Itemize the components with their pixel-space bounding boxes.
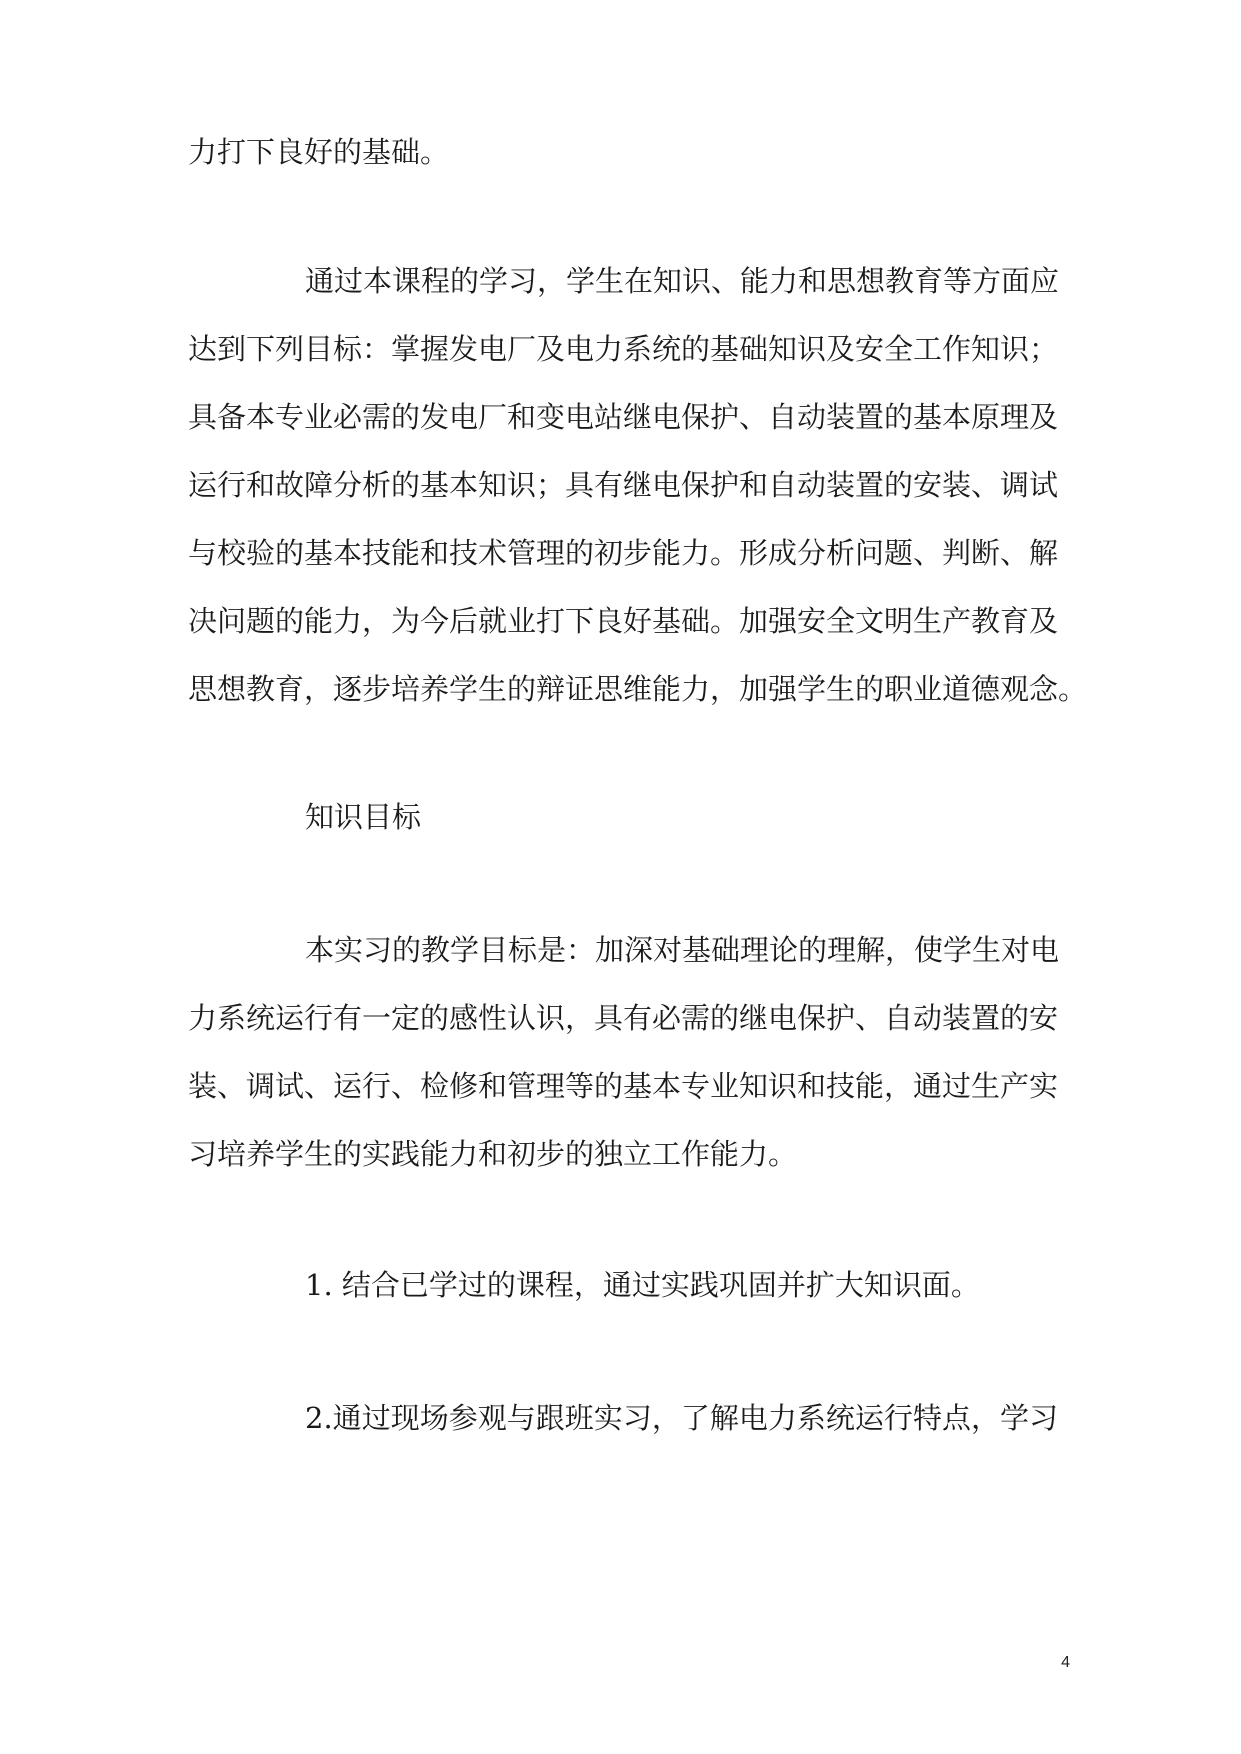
paragraph-line: 力系统运行有一定的感性认识，具有必需的继电保护、自动装置的安 [188,1001,1059,1035]
paragraph-line: 思想教育，逐步培养学生的辩证思维能力，加强学生的职业道德观念。 [188,672,1088,706]
section-heading: 知识目标 [305,800,422,834]
paragraph-line: 通过本课程的学习，学生在知识、能力和思想教育等方面应 [305,264,1060,298]
paragraph-continuation-line: 力打下良好的基础。 [188,135,450,169]
paragraph-line: 具备本专业必需的发电厂和变电站继电保护、自动装置的基本原理及 [188,400,1059,434]
list-item: 2.通过现场参观与跟班实习，了解电力系统运行特点，学习 [305,1401,1058,1435]
paragraph-line: 本实习的教学目标是：加深对基础理论的理解，使学生对电 [305,933,1060,967]
list-item: 1. 结合已学过的课程，通过实践巩固并扩大知识面。 [305,1268,980,1302]
paragraph-line: 运行和故障分析的基本知识；具有继电保护和自动装置的安装、调试 [188,468,1059,502]
page-number: 4 [1061,1654,1070,1671]
paragraph-line: 达到下列目标：掌握发电厂及电力系统的基础知识及安全工作知识； [188,332,1059,366]
paragraph-line: 与校验的基本技能和技术管理的初步能力。形成分析问题、判断、解 [188,536,1059,570]
paragraph-line: 习培养学生的实践能力和初步的独立工作能力。 [188,1137,798,1171]
paragraph-line: 装、调试、运行、检修和管理等的基本专业知识和技能，通过生产实 [188,1069,1059,1103]
paragraph-line: 决问题的能力，为今后就业打下良好基础。加强安全文明生产教育及 [188,604,1059,638]
